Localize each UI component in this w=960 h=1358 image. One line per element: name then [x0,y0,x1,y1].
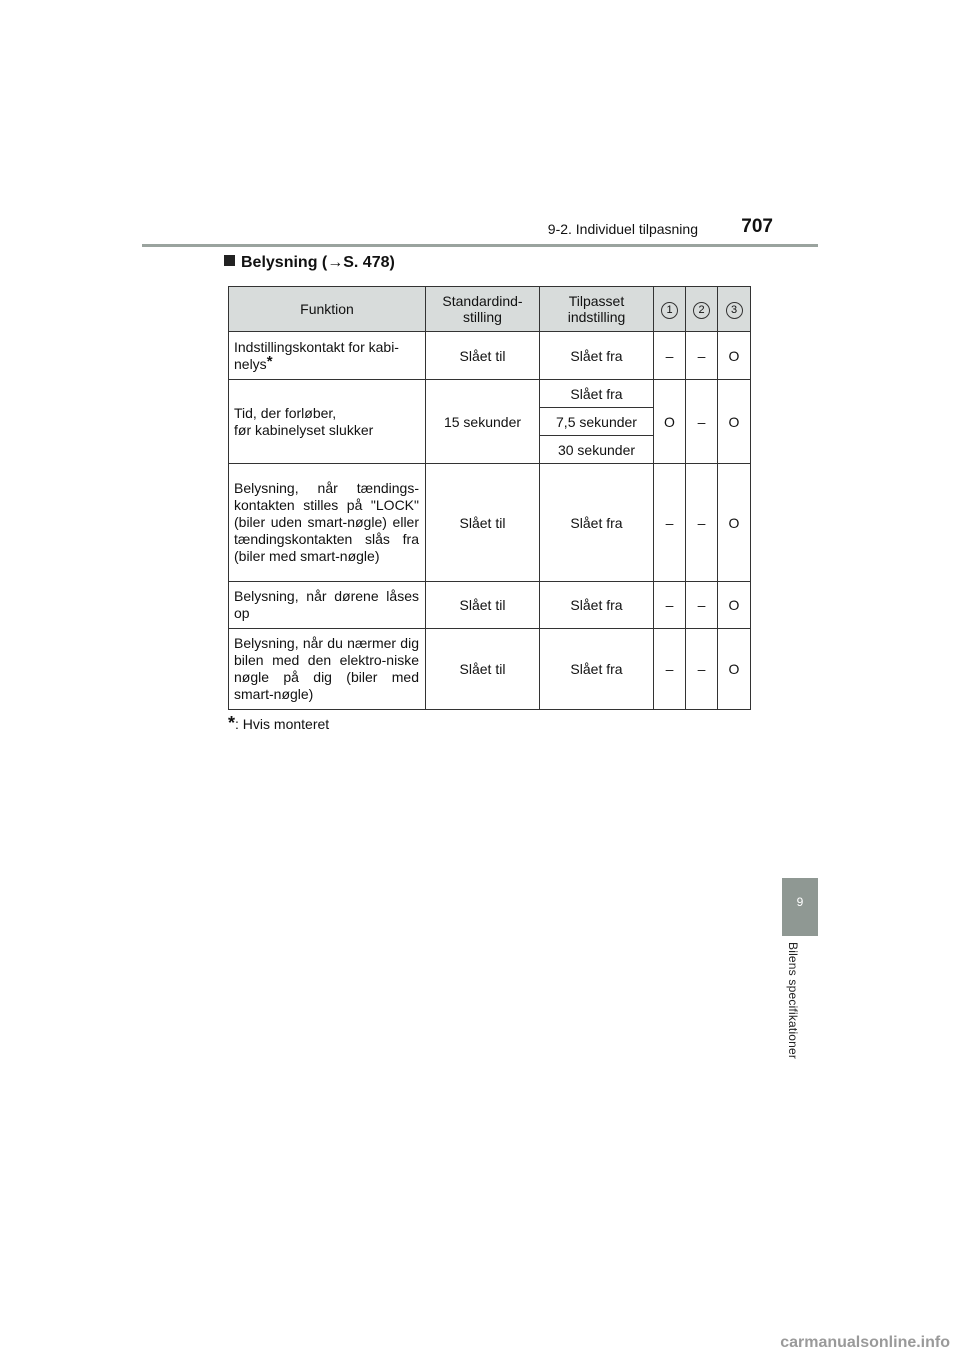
row-c3: O [718,332,751,380]
row-c3: O [718,380,751,464]
footnote-text: : Hvis monteret [235,716,330,732]
circle-2-icon: 2 [693,302,710,319]
heading-prefix: Belysning ( [241,254,328,271]
circle-3-icon: 3 [726,302,743,319]
table-row [229,464,751,582]
row-default: Slået til [426,629,540,710]
header-custom: Tilpasset indstilling [540,287,654,332]
row-c1: – [654,582,686,629]
square-bullet-icon [224,255,235,266]
row-c1: – [654,332,686,380]
table-row [229,629,751,710]
header-default: Standardind- stilling [426,287,540,332]
row-custom-option: 7,5 sekunder [540,408,654,436]
chapter-title: Bilens specifikationer [786,942,800,1060]
circle-1-icon: 1 [661,302,678,319]
heading-ref: S. 478) [343,254,395,271]
row-c2: – [686,380,718,464]
header-c3 [718,287,751,332]
row-custom: Slået fra [540,582,654,629]
row-default: Slået til [426,332,540,380]
row-custom-option: 30 sekunder [540,436,654,464]
row-function: Belysning, når tændings-kontakten stilles på "LOCK" (biler uden smart-nøgle) eller tændingskontakten slås fra (biler med smart-nøgle) [229,464,426,582]
page-number: 707 [741,216,773,237]
header-function: Funktion [229,287,426,332]
row-c2: – [686,629,718,710]
row-c3: O [718,582,751,629]
row-custom: Slået fra [540,332,654,380]
table-row [229,332,751,380]
row-function: Belysning, når dørene låses op [229,582,426,629]
row-custom-option: Slået fra [540,380,654,408]
section-title: 9-2. Individuel tilpasning [547,221,698,237]
row-custom: Slået fra [540,629,654,710]
row-function: Belysning, når du nærmer dig bilen med den elektro-niske nøgle på dig (biler med smart-nøgle) [229,629,426,710]
row-c3: O [718,629,751,710]
table-header-row [229,287,751,332]
table-row [229,582,751,629]
row-default: Slået til [426,464,540,582]
row-default: 15 sekunder [426,380,540,464]
header-c2 [686,287,718,332]
arrow-icon: → [327,254,344,271]
table-row [229,380,751,408]
row-c3: O [718,464,751,582]
row-custom: Slået fra [540,464,654,582]
row-default: Slået til [426,582,540,629]
watermark: carmanualsonline.info [780,1334,950,1351]
row-function: Tid, der forløber, før kabinelyset slukker [229,380,426,464]
row-function: Indstillingskontakt for kabi- nelys* [229,332,426,380]
section-heading [224,254,395,272]
row-c1: – [654,629,686,710]
row-c2: – [686,464,718,582]
asterisk: * [266,352,273,370]
row-c1: – [654,464,686,582]
row-c2: – [686,332,718,380]
footnote [228,713,329,734]
settings-table [228,286,751,710]
page-header [142,212,818,246]
header-divider [142,244,818,247]
row-c2: – [686,582,718,629]
row-c1: O [654,380,686,464]
asterisk: * [228,713,236,733]
header-c1 [654,287,686,332]
chapter-tab: 9 [782,878,818,936]
